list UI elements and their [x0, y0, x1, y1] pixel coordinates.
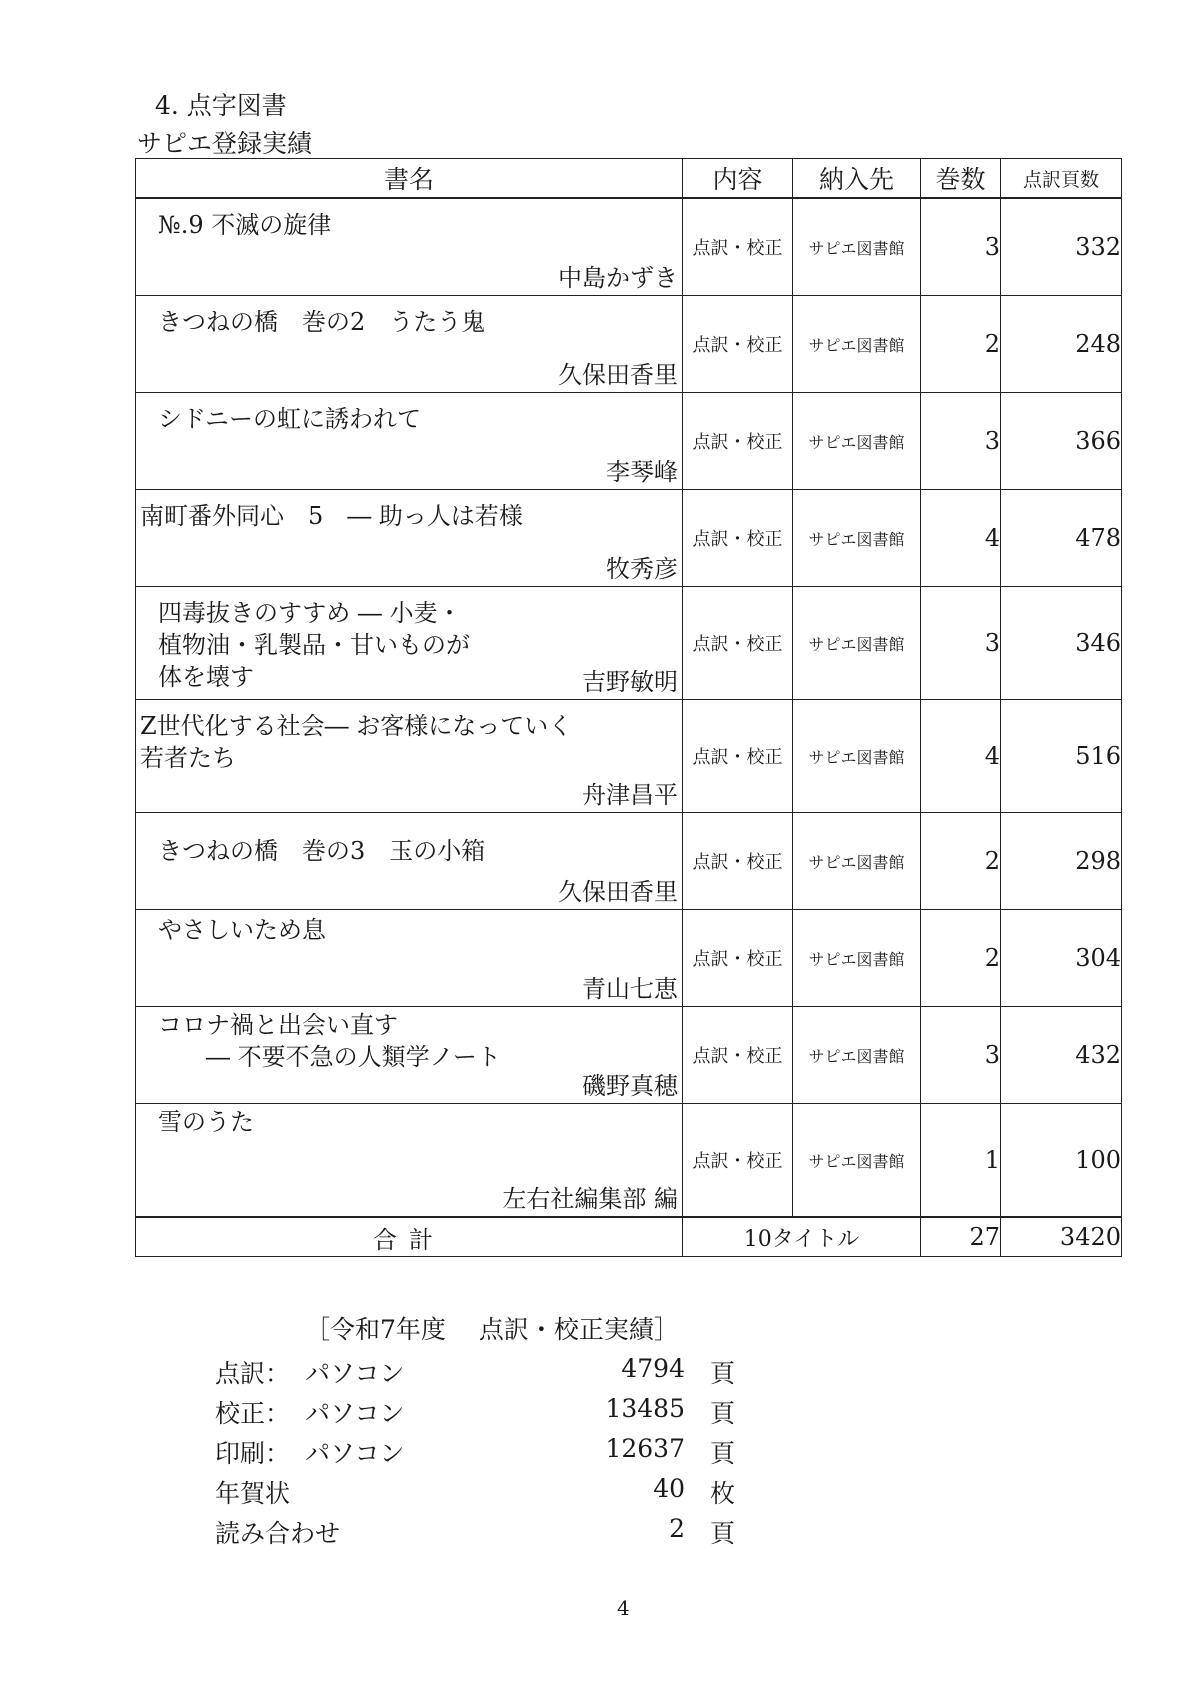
book-title: シドニーの虹に誘われて — [158, 405, 422, 433]
header-destination: 納入先 — [793, 159, 921, 199]
book-cell — [136, 1104, 683, 1218]
book-title: きつねの橋 巻の3 玉の小箱 — [158, 837, 486, 865]
table-row — [136, 393, 1122, 490]
destination-cell: サピエ図書館 — [793, 700, 921, 813]
content-cell: 点訳・校正 — [683, 393, 793, 490]
performance-category: 年賀状 — [215, 1479, 291, 1508]
pages-cell: 100 — [1001, 1104, 1122, 1218]
performance-row — [215, 1514, 735, 1554]
volumes-cell: 2 — [921, 910, 1001, 1007]
destination-cell: サピエ図書館 — [793, 296, 921, 393]
content-cell: 点訳・校正 — [683, 198, 793, 296]
pages-cell: 366 — [1001, 393, 1122, 490]
table-row — [136, 813, 1122, 910]
content-cell: 点訳・校正 — [683, 910, 793, 1007]
book-title: きつねの橋 巻の2 うたう鬼 — [158, 308, 486, 336]
pages-cell: 346 — [1001, 587, 1122, 700]
book-title: 雪のうた — [158, 1108, 254, 1136]
volumes-cell: 2 — [921, 813, 1001, 910]
book-cell — [136, 587, 683, 700]
destination-cell: サピエ図書館 — [793, 490, 921, 587]
table-row — [136, 910, 1122, 1007]
header-pages: 点訳頁数 — [1001, 159, 1122, 199]
table-row — [136, 198, 1122, 296]
performance-row — [215, 1394, 735, 1434]
performance-row — [215, 1354, 735, 1394]
table-row — [136, 1007, 1122, 1104]
table-row — [136, 700, 1122, 813]
performance-unit: 頁 — [709, 1519, 735, 1548]
content-cell: 点訳・校正 — [683, 1007, 793, 1104]
performance-category: 印刷： — [215, 1439, 291, 1468]
book-cell — [136, 490, 683, 587]
volumes-cell: 3 — [921, 587, 1001, 700]
section-heading: 4. 点字図書 — [155, 91, 287, 120]
book-title: №.9 不滅の旋律 — [158, 211, 332, 239]
volumes-cell: 3 — [921, 1007, 1001, 1104]
destination-cell: サピエ図書館 — [793, 910, 921, 1007]
performance-unit: 頁 — [709, 1399, 735, 1428]
book-author: 舟津昌平 — [582, 781, 678, 809]
book-author: 李琴峰 — [606, 458, 678, 486]
performance-row — [215, 1474, 735, 1514]
total-volumes: 27 — [921, 1217, 1001, 1257]
table-row — [136, 587, 1122, 700]
content-cell: 点訳・校正 — [683, 700, 793, 813]
pages-cell: 432 — [1001, 1007, 1122, 1104]
pages-cell: 516 — [1001, 700, 1122, 813]
book-cell — [136, 198, 683, 296]
pages-cell: 298 — [1001, 813, 1122, 910]
header-volumes: 巻数 — [921, 159, 1001, 199]
pages-cell: 478 — [1001, 490, 1122, 587]
performance-method: パソコン — [305, 1439, 405, 1468]
table-header-row — [136, 159, 1122, 199]
performance-method: パソコン — [305, 1399, 405, 1428]
table-row — [136, 1104, 1122, 1218]
total-row — [136, 1217, 1122, 1257]
content-cell: 点訳・校正 — [683, 813, 793, 910]
performance-unit: 枚 — [709, 1479, 735, 1508]
performance-value: 4794 — [621, 1354, 685, 1383]
volumes-cell: 1 — [921, 1104, 1001, 1218]
header-content: 内容 — [683, 159, 793, 199]
performance-value: 12637 — [605, 1434, 685, 1463]
total-pages: 3420 — [1001, 1217, 1122, 1257]
book-author: 中島かずき — [558, 264, 678, 292]
destination-cell: サピエ図書館 — [793, 587, 921, 700]
table-row — [136, 296, 1122, 393]
registration-table — [135, 158, 1122, 1257]
book-cell — [136, 910, 683, 1007]
performance-unit: 頁 — [709, 1439, 735, 1468]
book-cell — [136, 296, 683, 393]
performance-summary — [215, 1310, 735, 1554]
book-author: 牧秀彦 — [606, 555, 678, 583]
volumes-cell: 3 — [921, 198, 1001, 296]
book-cell — [136, 813, 683, 910]
performance-row — [215, 1434, 735, 1474]
content-cell: 点訳・校正 — [683, 296, 793, 393]
performance-category: 読み合わせ — [215, 1519, 341, 1548]
performance-value: 13485 — [605, 1394, 685, 1423]
pages-cell: 248 — [1001, 296, 1122, 393]
destination-cell: サピエ図書館 — [793, 198, 921, 296]
pages-cell: 332 — [1001, 198, 1122, 296]
performance-unit: 頁 — [709, 1359, 735, 1388]
volumes-cell: 3 — [921, 393, 1001, 490]
book-author: 久保田香里 — [558, 878, 678, 906]
book-title: 南町番外同心 5 ― 助っ人は若様 — [140, 502, 523, 530]
destination-cell: サピエ図書館 — [793, 1007, 921, 1104]
page-number: 4 — [617, 1596, 630, 1620]
book-author: 久保田香里 — [558, 361, 678, 389]
volumes-cell: 4 — [921, 700, 1001, 813]
performance-title: ［令和7年度 点訳・校正実績］ — [305, 1315, 679, 1344]
book-author: 磯野真穂 — [582, 1072, 678, 1100]
performance-method: パソコン — [305, 1359, 405, 1388]
destination-cell: サピエ図書館 — [793, 813, 921, 910]
destination-cell: サピエ図書館 — [793, 1104, 921, 1218]
book-title: Z世代化する社会― お客様になっていく 若者たち — [140, 712, 573, 772]
section-subheading: サピエ登録実績 — [137, 129, 313, 158]
book-author: 吉野敏明 — [582, 668, 678, 696]
performance-category: 点訳： — [215, 1359, 291, 1388]
performance-value: 2 — [669, 1514, 685, 1543]
book-author: 青山七恵 — [582, 975, 678, 1003]
pages-cell: 304 — [1001, 910, 1122, 1007]
header-title: 書名 — [136, 159, 683, 199]
total-titles: 10タイトル — [683, 1217, 921, 1257]
book-title: やさしいため息 — [158, 916, 326, 944]
content-cell: 点訳・校正 — [683, 1104, 793, 1218]
volumes-cell: 4 — [921, 490, 1001, 587]
performance-category: 校正： — [215, 1399, 291, 1428]
performance-value: 40 — [653, 1474, 685, 1503]
table-row — [136, 490, 1122, 587]
book-cell — [136, 393, 683, 490]
volumes-cell: 2 — [921, 296, 1001, 393]
total-label: 合計 — [136, 1217, 683, 1257]
destination-cell: サピエ図書館 — [793, 393, 921, 490]
content-cell: 点訳・校正 — [683, 587, 793, 700]
book-cell — [136, 1007, 683, 1104]
book-author: 左右社編集部 編 — [502, 1185, 678, 1213]
book-title: コロナ禍と出会い直す ― 不要不急の人類学ノート — [158, 1011, 501, 1071]
book-title: 四毒抜きのすすめ ― 小麦・ 植物油・乳製品・甘いものが 体を壊す — [158, 599, 470, 691]
book-cell — [136, 700, 683, 813]
content-cell: 点訳・校正 — [683, 490, 793, 587]
